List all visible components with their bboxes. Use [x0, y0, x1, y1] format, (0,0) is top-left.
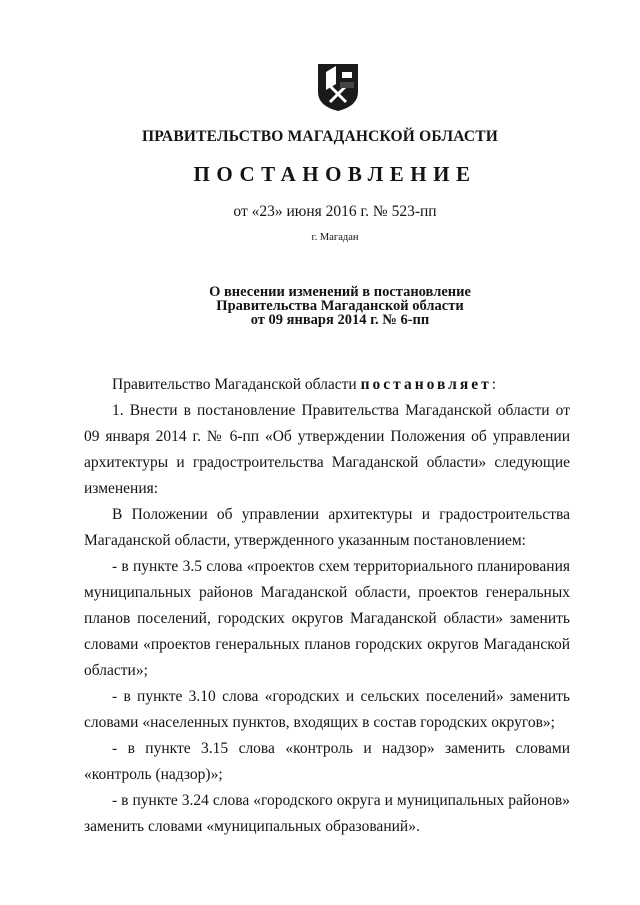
list-item-3: - в пункте 3.15 слова «контроль и надзор» заменить словами «контроль (надзор)»;: [84, 740, 570, 783]
document-body: [84, 372, 570, 840]
intro-suffix: :: [491, 376, 497, 393]
list-item-1: - в пункте 3.5 слова «проектов схем территориального планирования муниципальных районов Магаданской области, проектов генеральных планов поселений, городских округов Магаданской области» заменить словами «проектов генеральных планов городских округов Магаданской области»;: [84, 558, 570, 679]
subject-line-2: Правительства Магаданской области: [216, 298, 464, 314]
intro-prefix: Правительство Магаданской области: [112, 376, 361, 393]
subject-line-1: О внесении изменений в постановление: [209, 284, 471, 300]
intro-action: постановляет: [360, 376, 492, 393]
coat-of-arms-icon: [316, 62, 360, 112]
paragraph-1: 1. Внести в постановление Правительства Магаданской области от 09 января 2014 г. № 6-пп «Об утверждении Положения об управлении архитектуры и градостроительства Магаданской области» следующие изменения:: [84, 402, 570, 497]
date-and-number: от «23» июня 2016 г. № 523-пп: [233, 203, 437, 220]
document-type: ПОСТАНОВЛЕНИЕ: [193, 162, 477, 186]
city: г. Магадан: [311, 232, 359, 243]
subject-line-3: от 09 января 2014 г. № 6-пп: [250, 312, 430, 328]
document-subject: [0, 285, 640, 327]
paragraph-2: В Положении об управлении архитектуры и градостроительства Магаданской области, утвержденного указанным постановлением:: [84, 506, 570, 549]
organization-title: ПРАВИТЕЛЬСТВО МАГАДАНСКОЙ ОБЛАСТИ: [141, 128, 499, 145]
intro-paragraph: [84, 372, 570, 398]
list-item-4: - в пункте 3.24 слова «городского округа и муниципальных районов» заменить словами «муниципальных образований».: [84, 792, 570, 835]
list-item-2: - в пункте 3.10 слова «городских и сельских поселений» заменить словами «населенных пунктов, входящих в состав городских округов»;: [84, 688, 570, 731]
